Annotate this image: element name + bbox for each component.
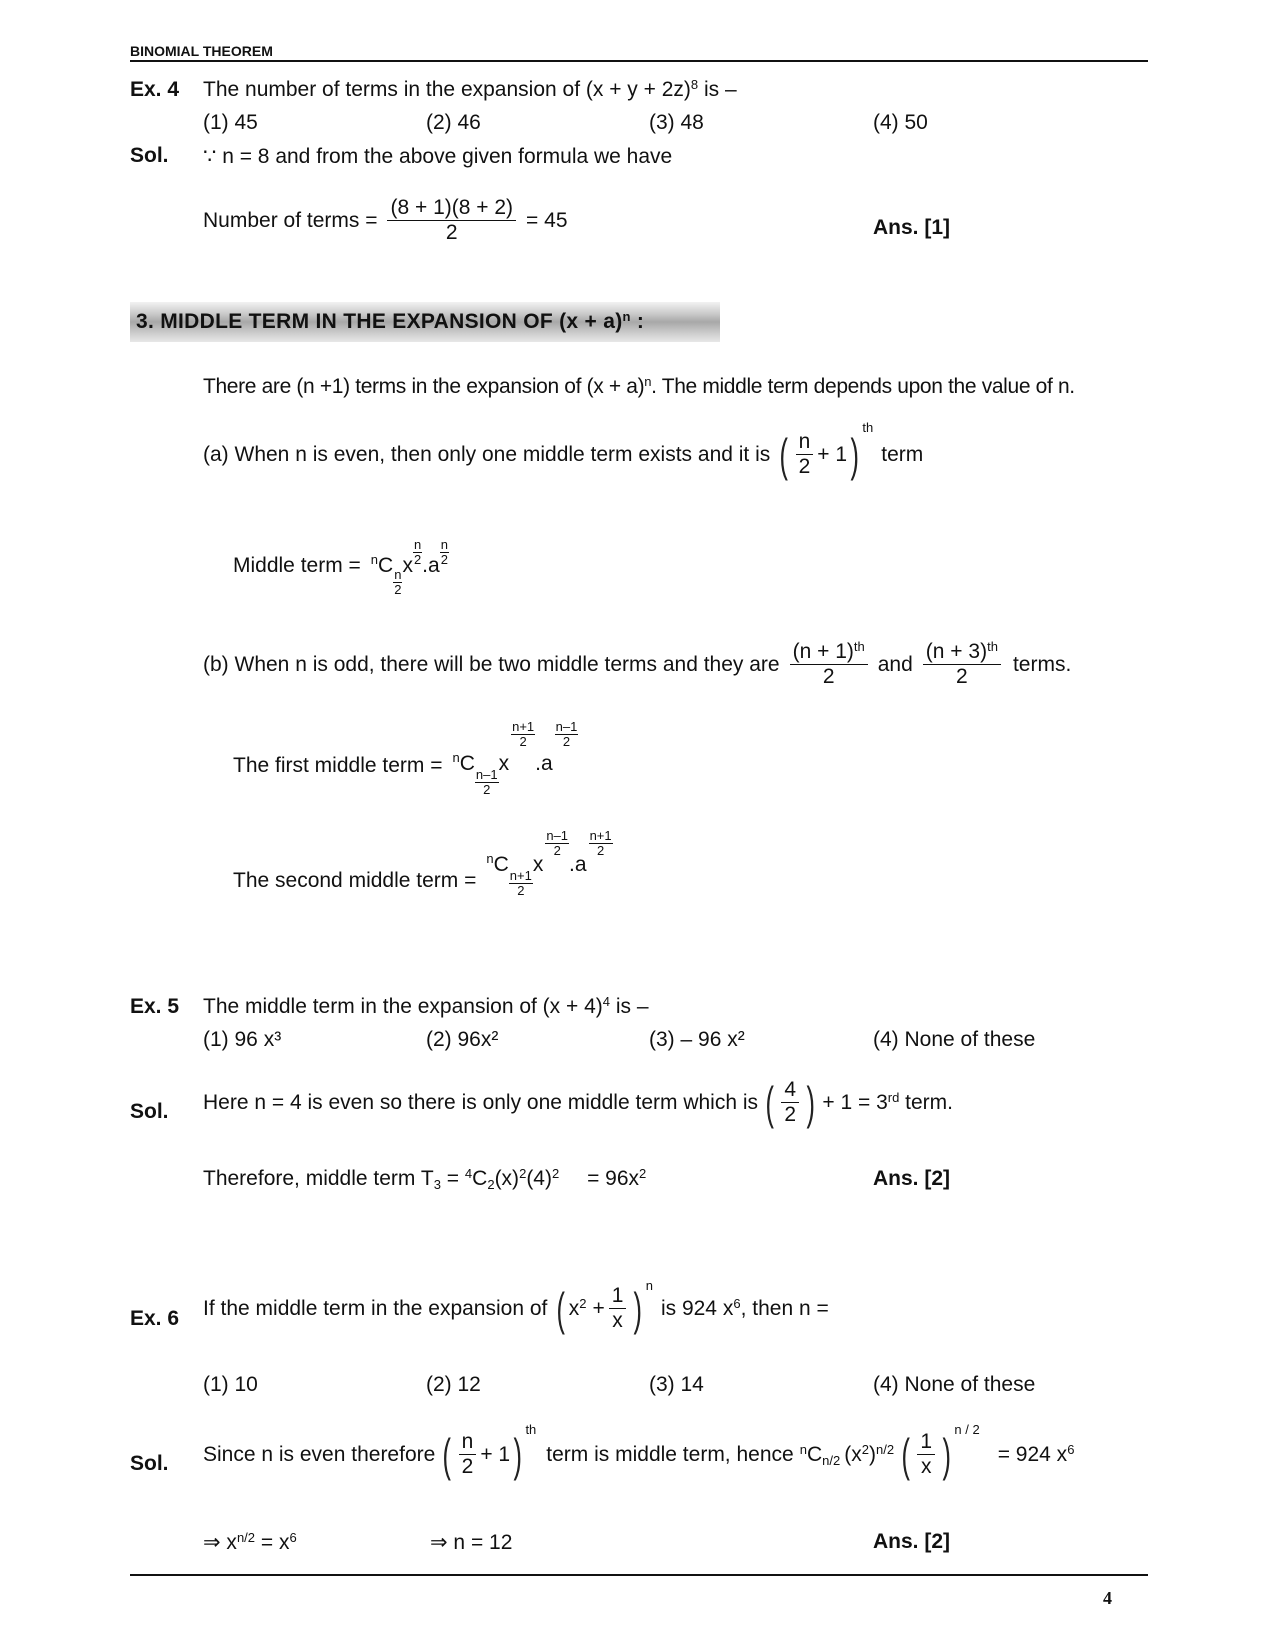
second-label: The second middle term = [233,869,477,892]
ex5-fraction [781,1078,799,1127]
ex6-sol-x2 [844,1443,894,1467]
ex6-option-2: (2) 12 [426,1373,481,1396]
ex6-sol-n: n [799,1441,807,1457]
ex6-sol-frac2-den: x [920,1455,932,1479]
ex4-option-3: (3) 48 [649,111,704,134]
second-a: .a [569,853,587,876]
ex6-sol-result [998,1443,1075,1467]
ex6-step1-text: ⇒ x [203,1531,237,1554]
ex6-q-x [569,1297,587,1321]
case-b-and: and [877,652,913,676]
second-x-exp-num: n–1 [546,828,569,843]
section-heading [130,302,720,342]
ex6-question [203,1278,829,1335]
first-middle-term [233,719,578,797]
ex6-x2-exp: 2 [861,1441,869,1457]
ex6-sol-text1: Since n is even therefore [203,1442,436,1466]
ex6-sol-frac-num: n [459,1430,477,1455]
frac1-den: 2 [822,665,835,689]
second-x-exp [545,829,569,857]
ex5-question [203,995,649,1019]
ex5-sol2-x-exp: 2 [519,1165,527,1181]
formula-a: .a [422,554,440,577]
x-exp-num: n [413,537,422,552]
sub-den: 2 [394,581,402,597]
first-sub [475,768,499,796]
ex5-option-3: (3) – 96 x² [649,1028,745,1051]
ex5-sol2-pre: 4 [464,1165,473,1181]
case-a-tail: term [881,442,924,466]
first-x-exp [511,720,535,748]
case-a-plus: + 1 [817,442,848,466]
second-sub-den: 2 [517,882,525,898]
formula-pre: n [370,552,379,567]
ex5-frac-den: 2 [784,1103,797,1127]
middle-term-formula [233,537,449,597]
ex6-sol-line1 [203,1422,1075,1481]
ex5-option-4: (4) None of these [873,1028,1036,1051]
page-number: 4 [1103,1588,1112,1608]
ex5-frac-num: 4 [781,1078,799,1103]
ex4-frac-num: (8 + 1)(8 + 2) [387,196,516,221]
case-b-text: (b) When n is odd, there will be two middle terms and they are [203,652,780,676]
second-middle-term [233,828,613,898]
case-b-tail: terms. [1012,652,1072,676]
ex5-sol2-result-exp: 2 [639,1165,647,1181]
footer-rule [130,1574,1148,1576]
ex5-sol2-C-sub: 2 [487,1176,495,1192]
ex4-sol-line2 [203,196,568,245]
ex6-step1 [203,1530,297,1555]
ex6-tail-exp: 6 [733,1295,741,1311]
ex5-sol-text: Here n = 4 is even so there is only one middle term which is [203,1090,759,1114]
first-a: .a [535,752,553,775]
ex6-question-tail [661,1297,829,1321]
ex5-question-tail: is – [610,995,649,1018]
first-x-exp-den: 2 [519,733,527,749]
ex4-frac-den: 2 [445,221,458,245]
ex4-sol-suffix: = 45 [526,208,568,232]
a-exp [440,538,449,566]
formula-label: Middle term = [233,554,361,577]
ex5-option-1: (1) 96 x³ [203,1028,282,1051]
ex4-question-text: The number of terms in the expansion of (x + y + 2z) [203,78,691,101]
ex4-question-exp: 8 [690,76,699,92]
ex6-answer: Ans. [2] [873,1530,951,1553]
ex4-sol-label: Sol. [130,144,169,167]
ex5-label: Ex. 5 [130,995,180,1018]
ex4-sol-line1: ∵ n = 8 and from the above given formula we have [203,145,673,168]
ex5-tail-sup: rd [887,1089,900,1105]
frac2-num-text: (n + 3) [925,640,988,663]
ex6-result-exp: 6 [1067,1441,1075,1457]
frac-num: n [796,430,814,455]
ex6-q-fraction [609,1284,627,1333]
second-a-exp-num: n+1 [589,828,612,843]
frac1-num-text: (n + 1) [792,640,854,663]
second-C: C [493,853,509,876]
ex6-q-frac-num: 1 [609,1284,627,1309]
ex5-sol-line2 [203,1167,646,1191]
ex6-tail-end: , then n = [740,1296,829,1320]
running-header: BINOMIAL THEOREM [130,43,273,59]
second-a-exp [589,829,613,857]
section-title: 3. MIDDLE TERM IN THE EXPANSION OF (x + a) [136,310,623,333]
ex5-sol-tail [822,1091,953,1115]
ex4-sol-prefix: Number of terms = [203,208,378,232]
ex6-sol-comb: $^nC_{n/2}$ [799,1441,841,1468]
ex6-sol-fraction [459,1430,477,1479]
first-sub-den: 2 [483,781,491,797]
right-paren: ) [513,1428,522,1481]
second-pre: n [486,851,494,866]
formula-x: x [402,554,413,577]
case-a-text: (a) When n is even, then only one middle term exists and it is [203,442,771,466]
frac2-num [923,640,1001,665]
ex6-q-exp: n [645,1278,653,1293]
frac-den: 2 [798,455,811,479]
first-a-exp-num: n–1 [555,719,578,734]
first-a-exp [555,720,579,748]
left-paren: ( [901,1428,910,1481]
left-paren: ( [779,428,789,481]
case-b-line [203,640,1071,689]
second-x: x [532,853,544,876]
second-sub-num: n+1 [509,868,532,883]
ex5-sol2-x: (x) [494,1167,520,1190]
left-paren: ( [556,1282,566,1335]
left-paren: ( [442,1428,452,1481]
section-title-exp: n [622,308,631,324]
ex4-question [203,78,737,102]
ex5-sol2-result: = 96x [587,1167,640,1190]
ex4-fraction [387,196,516,245]
case-a-fraction [796,430,814,479]
ex5-question-text: The middle term in the expansion of (x + 4) [203,995,603,1018]
intro-text: There are (n +1) terms in the expansion of (x + a) [203,375,645,398]
frac2-sup: th [987,638,998,654]
ex6-sol-frac2-pow: n / 2 [954,1422,980,1437]
ex6-step2: ⇒ n = 12 [430,1531,513,1554]
ex6-option-1: (1) 10 [203,1373,258,1396]
ex5-sol2-mid: = [440,1167,465,1190]
ex6-x2-open: (x [844,1442,862,1466]
ex4-label: Ex. 4 [130,78,180,101]
ex4-answer: Ans. [1] [873,216,951,239]
ex5-sol2-4-exp: 2 [551,1165,560,1181]
right-paren: ) [633,1282,643,1335]
frac2-den: 2 [956,665,968,689]
ex6-option-4: (4) None of these [873,1373,1036,1396]
ex5-question-exp: 4 [602,993,611,1009]
ex5-tail-text: + 1 = 3 [822,1090,888,1114]
ex6-sol-text2: term is middle term, hence [546,1442,794,1466]
case-a-sup: th [862,420,874,435]
ex5-answer: Ans. [2] [873,1167,951,1190]
right-paren: ) [806,1076,815,1129]
ex6-sol-fraction-2 [917,1430,935,1479]
formula-C: C [378,554,394,577]
second-x-exp-den: 2 [553,842,561,858]
a-exp-den: 2 [440,551,448,567]
second-a-exp-den: 2 [596,842,605,858]
case-b-fraction-1 [790,640,868,689]
ex6-sol-sup: th [525,1422,537,1437]
first-a-exp-den: 2 [562,733,571,749]
left-paren: ( [765,1076,774,1129]
ex6-x2-close: ) [868,1442,876,1466]
second-sub [509,869,533,897]
ex5-sol-label: Sol. [130,1100,169,1123]
ex6-plus: + [592,1296,605,1320]
ex6-step1-tail-exp: 6 [289,1529,297,1545]
ex6-q-frac-den: x [612,1309,623,1333]
ex5-tail-end: term. [899,1090,953,1114]
intro-tail: . The middle term depends upon the value of n. [651,375,1075,398]
ex4-option-2: (2) 46 [426,111,481,134]
ex5-option-2: (2) 96x² [426,1028,499,1051]
frac1-sup: th [853,638,865,654]
first-label: The first middle term = [233,754,443,777]
section-title-tail: : [630,310,645,333]
first-C: C [459,752,475,775]
ex6-result-text: = 924 x [997,1442,1068,1466]
first-x: x [498,752,510,775]
ex6-label: Ex. 6 [130,1307,180,1330]
ex4-question-tail: is – [698,78,737,101]
right-paren: ) [850,428,859,481]
ex6-sol-plus: + 1 [480,1442,511,1466]
ex6-question-text: If the middle term in the expansion of [203,1296,548,1320]
x-exp [413,538,422,566]
ex6-step1-exp: n/2 [236,1529,256,1545]
ex6-sol-label: Sol. [130,1452,169,1475]
formula-sub [393,568,402,596]
a-exp-num: n [440,537,448,552]
x-exp-den: 2 [413,551,422,567]
first-pre: n [452,750,460,765]
ex6-option-3: (3) 14 [649,1373,704,1396]
ex6-sol-C-sub: n/2 [822,1452,841,1468]
header-rule [130,60,1148,62]
ex6-sol-frac2-num: 1 [917,1430,935,1455]
right-paren: ) [942,1428,951,1481]
case-b-fraction-2 [923,640,1001,689]
ex5-sol2-4: (4) [526,1167,552,1190]
ex6-x2-pow: n/2 [875,1441,895,1457]
section-intro [203,375,1075,399]
ex6-sol-frac-den: 2 [461,1455,474,1479]
ex6-x: x [568,1296,580,1320]
ex4-option-1: (1) 45 [203,111,258,134]
ex5-sol2-C: C [472,1167,488,1190]
ex6-tail-text: is 924 x [660,1296,734,1320]
ex6-x-exp: 2 [579,1295,587,1311]
sub-num: n [394,567,402,582]
case-a-line [203,420,924,481]
first-sub-num: n–1 [475,767,498,782]
ex5-sol-line1 [203,1078,953,1127]
ex4-option-4: (4) 50 [873,111,928,134]
ex5-sol2-text: Therefore, middle term T [203,1167,434,1190]
intro-exp: n [644,373,652,389]
frac1-num [790,640,868,665]
ex5-sol2-sub: 3 [433,1176,441,1192]
ex6-step1-tail: = x [255,1531,290,1554]
first-x-exp-num: n+1 [512,719,535,734]
